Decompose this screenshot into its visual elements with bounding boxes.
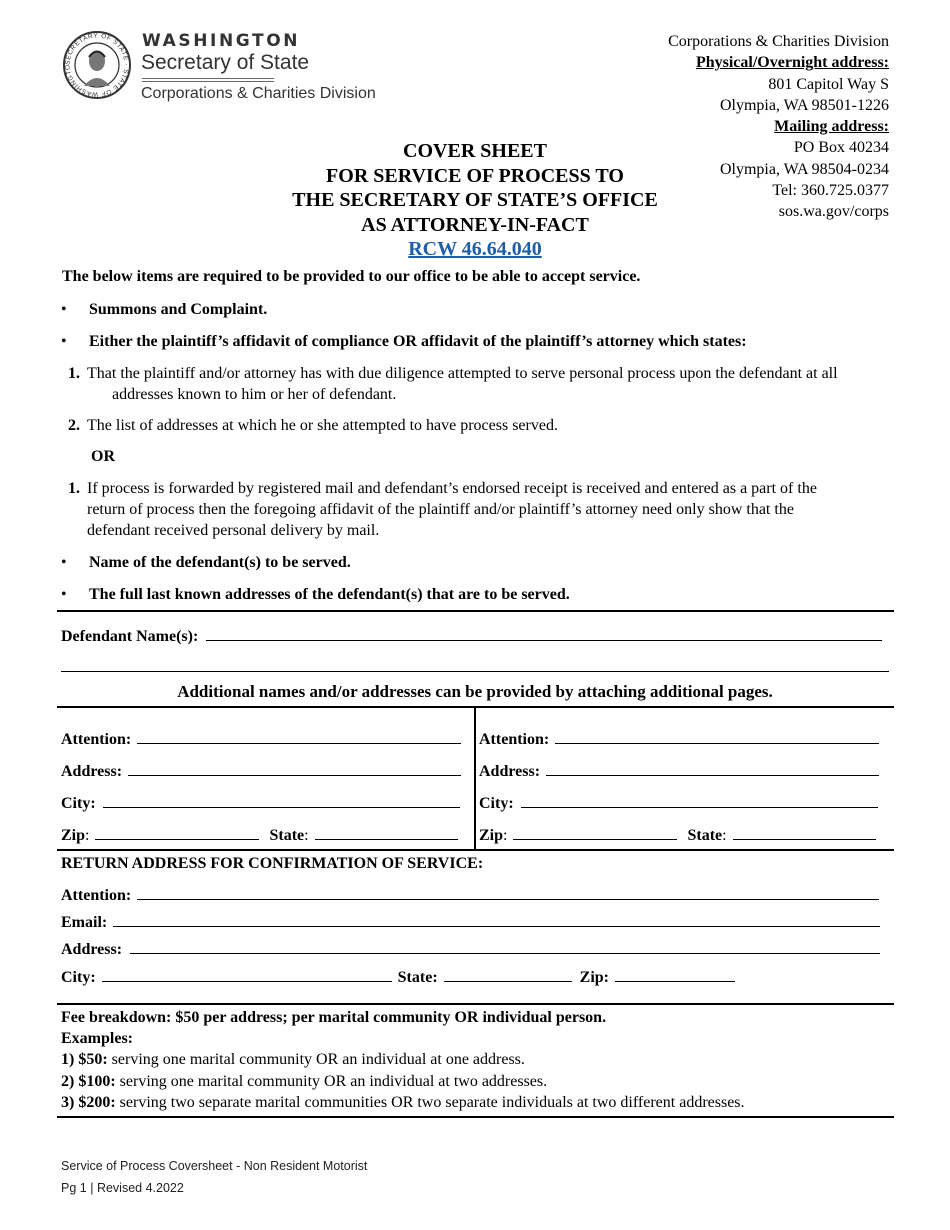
left-state-field[interactable] [315,826,458,840]
fee-description: serving two separate marital communities OR two separate individuals at two different addresses. [115,1094,745,1111]
contact-division: Corporations & Charities Division [668,33,889,50]
right-city-field[interactable] [521,794,878,808]
title-line: AS ATTORNEY-IN-FACT [361,213,589,236]
fees-bottom-border [57,1116,894,1118]
bullet-glyph: • [61,586,67,603]
mailing-city: Olympia, WA 98504-0234 [719,160,889,178]
left-attention-row [61,730,461,749]
zip-label: Zip: [579,969,609,986]
requirement-item: The full last known addresses of the defendant(s) that are to be served. [89,586,570,603]
requirement-item: Summons and Complaint. [89,301,268,318]
right-attention-row [479,730,879,749]
requirement-subitem-cont: defendant received personal delivery by mail. [87,522,380,539]
right-attention-field[interactable] [555,730,879,744]
seal-text: SECRETARY OF STATE · STATE OF WASHINGTO [64,32,130,98]
city-label: City: [479,795,514,812]
title-line: THE SECRETARY OF STATE’S OFFICE [292,189,658,211]
left-address-field[interactable] [128,762,461,776]
colon: : [304,827,309,844]
attention-label: Attention: [479,731,550,748]
table-bottom-border [57,849,894,851]
footer-page-info [61,1181,184,1195]
requirement-subitem-cont: return of process then the foregoing affidavit of the plaintiff and/or plaintiff’s attorney need only show that the [87,501,794,518]
city-label: City: [61,795,96,812]
rcw-link[interactable]: RCW 46.64.040 [408,238,542,260]
or-separator: OR [91,448,115,465]
attention-label: Attention: [61,887,132,904]
footer-doc-name: Service of Process Coversheet - Non Resident Motorist [61,1159,368,1173]
footer-page-number: Pg 1 [61,1181,87,1195]
defendant-name-field-line2[interactable] [61,671,889,672]
requirement-subitem-cont: addresses known to him or her of defendant. [112,386,397,403]
requirement-item: Either the plaintiff’s affidavit of compliance OR affidavit of the plaintiff’s attorney which states: [89,333,747,350]
return-zip-field[interactable] [615,968,735,982]
right-zip-field[interactable] [513,826,677,840]
mailing-box: PO Box 40234 [793,139,889,157]
requirement-item: Name of the defendant(s) to be served. [89,554,351,571]
left-address-row [61,762,461,781]
right-zip-state-row [479,826,876,845]
list-number: 1. [68,365,80,382]
org-subtitle: Secretary of State [141,51,310,74]
logo-rule [142,81,274,82]
title-line: FOR SERVICE OF PROCESS TO [326,164,624,187]
fee-amount: 2) $100: [61,1073,116,1090]
return-email-row [61,913,880,932]
logo-rule [142,78,274,79]
contact-phone: Tel: 360.725.0377 [772,182,889,200]
city-label: City: [61,969,96,986]
colon: : [503,827,508,844]
address-label: Address: [61,941,123,958]
right-state-field[interactable] [733,826,876,840]
fee-amount: 3) $200: [61,1094,116,1111]
return-address-row [61,940,880,959]
return-attention-field[interactable] [137,886,879,900]
examples-label: Examples: [61,1030,133,1047]
right-address-field[interactable] [546,762,879,776]
email-label: Email: [61,914,108,931]
state-seal-icon [62,30,132,100]
fee-description: serving one marital community OR an individual at one address. [107,1051,525,1068]
section-divider [57,610,894,612]
left-city-row [61,794,460,813]
org-division: Corporations & Charities Division [141,85,376,102]
mailing-address-label: Mailing address: [774,118,889,136]
page-title [230,139,720,262]
state-label: State: [397,969,438,986]
return-email-field[interactable] [113,913,880,927]
defendant-name-field[interactable] [206,627,882,641]
fee-heading: Fee breakdown: $50 per address; per marital community OR individual person. [61,1009,607,1026]
physical-city: Olympia, WA 98501-1226 [719,96,889,114]
fees-top-border [57,1003,894,1005]
requirement-subitem: The list of addresses at which he or she attempted to have process served. [87,417,558,434]
list-number: 2. [68,417,80,434]
return-address-heading: RETURN ADDRESS FOR CONFIRMATION OF SERVICE: [61,855,484,872]
colon: : [722,827,727,844]
bullet-glyph: • [61,333,67,350]
right-city-row [479,794,878,813]
left-attention-field[interactable] [137,730,461,744]
return-state-field[interactable] [444,968,572,982]
return-address-field[interactable] [130,940,880,954]
left-city-field[interactable] [103,794,460,808]
left-zip-state-row [61,826,458,845]
zip-label: Zip [61,827,86,844]
return-attention-row [61,886,879,905]
list-number: 1. [68,480,80,497]
table-column-divider [474,707,476,850]
fee-amount: 1) $50: [61,1051,108,1068]
state-label: State [269,827,305,844]
fee-example [61,1073,547,1091]
defendant-name-row [61,627,882,646]
return-city-field[interactable] [102,968,392,982]
fee-example [61,1051,525,1069]
org-name: WASHINGTON [142,31,301,51]
footer-separator: | [90,1181,94,1195]
address-label: Address: [61,763,123,780]
additional-pages-note: Additional names and/or addresses can be provided by attaching additional pages. [177,682,773,701]
zip-label: Zip [479,827,504,844]
requirement-subitem: If process is forwarded by registered mail and defendant’s endorsed receipt is received and entered as a part of the [87,480,817,497]
title-line: COVER SHEET [403,140,547,162]
fee-description: serving one marital community OR an individual at two addresses. [115,1073,548,1090]
requirement-subitem: That the plaintiff and/or attorney has with due diligence attempted to serve personal process upon the defendant at all [87,365,838,382]
right-address-row [479,762,879,781]
contact-website: sos.wa.gov/corps [778,203,889,221]
state-label: State [687,827,723,844]
address-label: Address: [479,763,541,780]
physical-street: 801 Capitol Way S [768,75,889,93]
left-zip-field[interactable] [95,826,259,840]
colon: : [85,827,90,844]
physical-address-label: Physical/Overnight address: [695,54,889,72]
footer-revised: Revised 4.2022 [96,1181,184,1195]
defendant-name-label: Defendant Name(s): [61,628,199,645]
bullet-glyph: • [61,301,67,318]
fee-example [61,1094,745,1112]
return-city-state-zip-row [61,968,735,987]
attention-label: Attention: [61,731,132,748]
bullet-glyph: • [61,554,67,571]
requirements-intro: The below items are required to be provided to our office to be able to accept service. [62,268,641,285]
